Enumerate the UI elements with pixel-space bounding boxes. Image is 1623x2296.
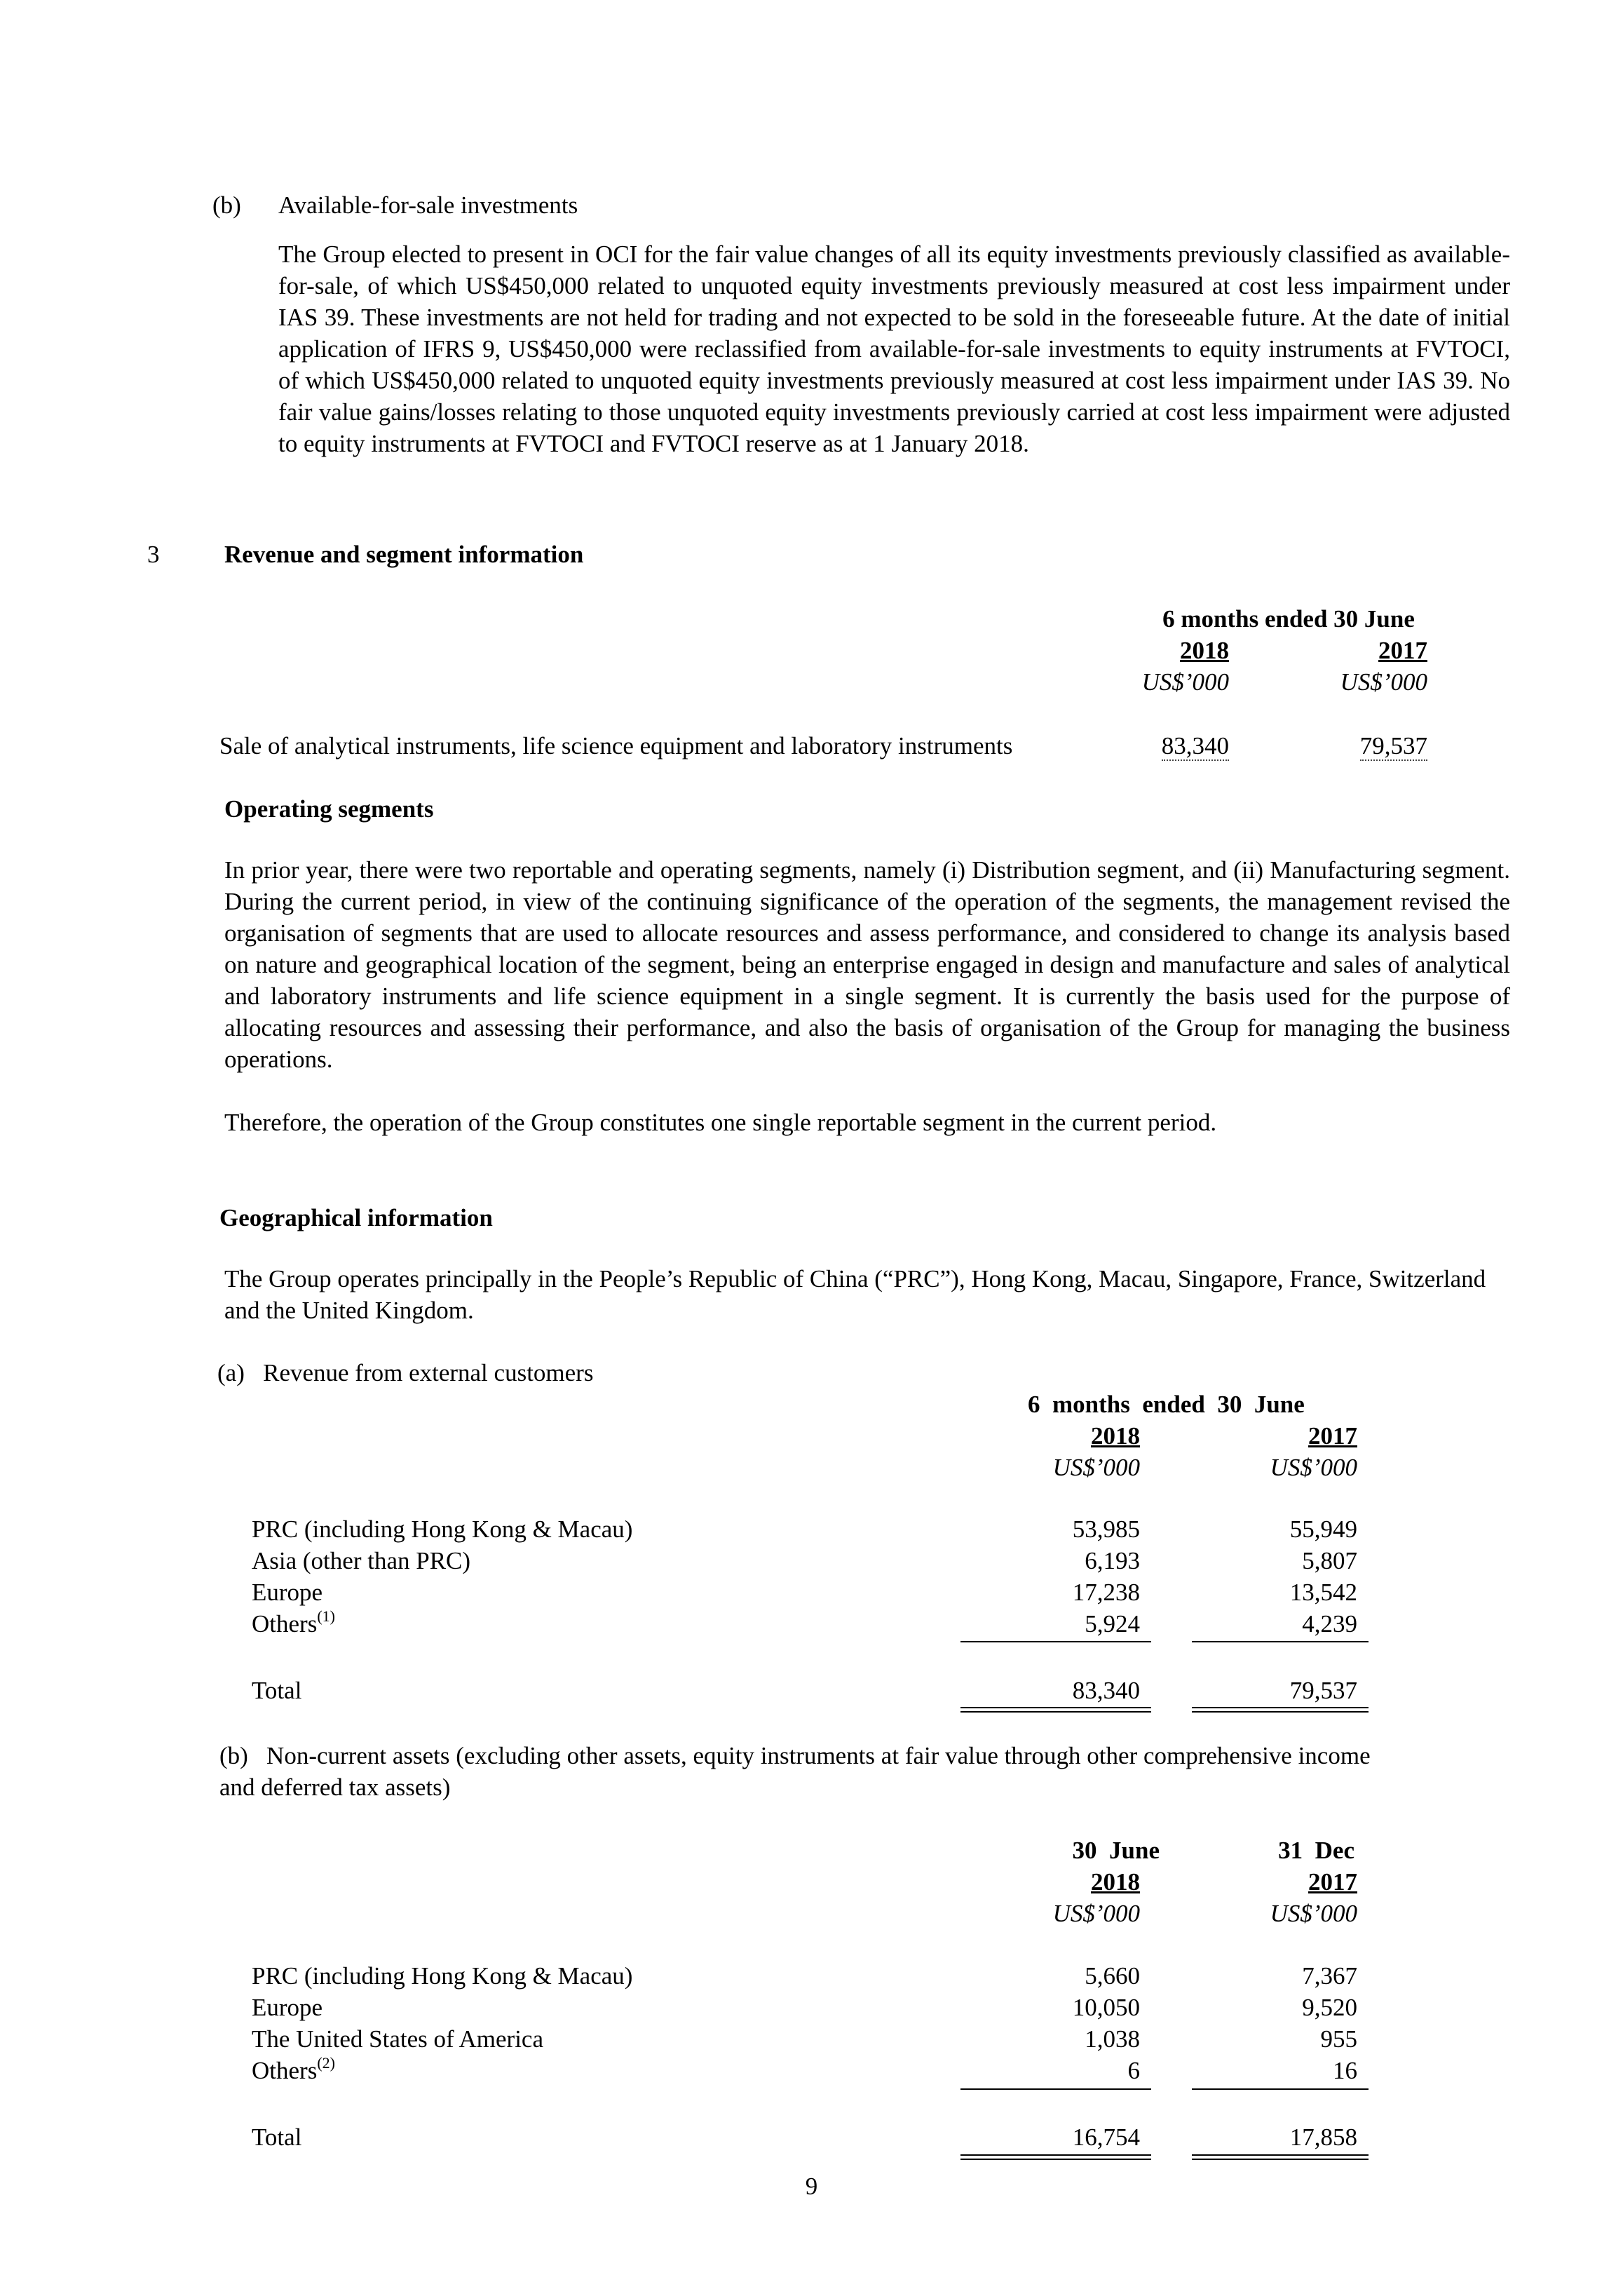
revenue-unit-2018: US$’000 (1052, 1454, 1140, 1481)
revenue-unit-2017: US$’000 (1270, 1454, 1357, 1481)
total-double-rule (960, 1707, 1151, 1713)
revenue-2018-value: 83,340 (1161, 732, 1229, 759)
section-b-body: The Group elected to present in OCI for the fair value changes of all its equity investments previously classified as available-for-sale, of which US$450,000 related to unquoted equity investments previously measured at cost less impairment under IAS 39. These investments are not held for trading and not expected to be sold in the foreseeable future. At the date of initial application of IFRS 9, US$450,000 were reclassified from available-for-sale investments to equity instruments at FVTOCI, of which US$450,000 related to unquoted equity investments previously measured at cost less impairment under IAS 39. No fair value gains/losses relating to those unquoted equity investments previously carried at cost less impairment were adjusted to equity instruments at FVTOCI and FVTOCI reserve as at 1 January 2018. (278, 241, 1510, 457)
section-3-number: 3 (147, 541, 160, 568)
table-cell-2017: 55,949 (1289, 1515, 1357, 1543)
table-row-label: The United States of America (252, 2025, 543, 2053)
table-cell-2018: 5,660 (1085, 1962, 1140, 1990)
total-label: Total (252, 1677, 302, 1704)
table-cell-2018: 5,924 (1085, 1610, 1140, 1637)
table-cell-2018: 1,038 (1085, 2025, 1140, 2053)
noncurrent-col1-header: 30 June (1072, 1837, 1160, 1864)
table-cell-2018: 10,050 (1072, 1994, 1140, 2021)
page-number: 9 (805, 2173, 818, 2200)
subtotal-rule (1192, 1641, 1369, 1642)
table-row-label: Europe (252, 1994, 323, 2021)
table-row-label: Europe (252, 1579, 323, 1606)
noncurrent-title-line2: and deferred tax assets) (219, 1774, 451, 1801)
noncurrent-year-2017: 2017 (1308, 1868, 1357, 1896)
noncurrent-year-2018: 2018 (1091, 1868, 1140, 1896)
table-cell-2018: 53,985 (1072, 1515, 1140, 1543)
table-cell-2017: 7,367 (1302, 1962, 1357, 1990)
table-row-label: Others$^{(2)}$ (252, 2054, 335, 2084)
table-cell-2017: 5,807 (1302, 1547, 1357, 1574)
section-b-label: (b) (212, 191, 241, 219)
table-cell-2017: 4,239 (1302, 1610, 1357, 1637)
total-2018: 16,754 (1072, 2123, 1140, 2151)
table-cell-2017: 955 (1320, 2025, 1357, 2053)
revenue-period-header: 6 months ended 30 June (1028, 1391, 1305, 1418)
table-cell-2017: 9,520 (1302, 1994, 1357, 2021)
revenue-row-label: Sale of analytical instruments, life science equipment and laboratory instruments (219, 732, 1013, 759)
revenue-year-2018: 2018 (1091, 1422, 1140, 1450)
noncurrent-unit-2018: US$’000 (1052, 1900, 1140, 1927)
table-row-label: PRC (including Hong Kong & Macau) (252, 1962, 633, 1990)
total-label: Total (252, 2123, 302, 2151)
table-cell-2018: 17,238 (1072, 1579, 1140, 1606)
geographical-heading: Geographical information (219, 1204, 493, 1231)
revenue-by-region-title: (a) Revenue from external customers (217, 1359, 594, 1386)
table-row-label: Asia (other than PRC) (252, 1547, 471, 1574)
section-3-title: Revenue and segment information (224, 541, 584, 568)
total-2017: 79,537 (1289, 1677, 1357, 1704)
operating-segments-body: In prior year, there were two reportable and operating segments, namely (i) Distribution segment, and (ii) Manufacturing segment. During the current period, in view of the continuing significance of the operation of the segments, the management revised the organisation of segments that are used to allocate resources and assess performance, and considered to change its analysis based on nature and geographical location of the segment, being an enterprise engaged in design and manufacture and sales of analytical and laboratory instruments and life science equipment in a single segment. It is currently the basis used for the purpose of allocating resources and assessing their performance, and also the basis of organisation of the Group for managing the business operations. (224, 856, 1510, 1073)
noncurrent-col2-header: 31 Dec (1278, 1837, 1354, 1864)
table-cell-2017: 13,542 (1289, 1579, 1357, 1606)
total-double-rule (960, 2154, 1151, 2160)
footnote-marker: (2) (317, 2054, 335, 2072)
subtotal-rule (960, 2088, 1151, 2090)
section-b-title: Available-for-sale investments (278, 191, 578, 219)
total-2017: 17,858 (1289, 2123, 1357, 2151)
footnote-marker: (1) (317, 1607, 335, 1626)
period-header: 6 months ended 30 June (1162, 605, 1415, 633)
subtotal-rule (1192, 2088, 1369, 2090)
operating-segments-heading: Operating segments (224, 795, 434, 823)
table-cell-2017: 16 (1333, 2057, 1357, 2084)
table-cell-2018: 6,193 (1085, 1547, 1140, 1574)
total-double-rule (1192, 2154, 1369, 2160)
noncurrent-unit-2017: US$’000 (1270, 1900, 1357, 1927)
year-2018-header: 2018 (1180, 637, 1229, 664)
year-2017-header: 2017 (1378, 637, 1427, 664)
operating-segments-conclusion: Therefore, the operation of the Group constitutes one single reportable segment in the current period. (224, 1109, 1217, 1136)
total-2018: 83,340 (1072, 1677, 1140, 1704)
table-cell-2018: 6 (1127, 2057, 1140, 2084)
revenue-year-2017: 2017 (1308, 1422, 1357, 1450)
subtotal-rule (960, 1641, 1151, 1642)
geographical-intro: The Group operates principally in the People’s Republic of China (“PRC”), Hong Kong, Macau, Singapore, France, Switzerland and the United Kingdom. (224, 1265, 1486, 1324)
unit-2018: US$’000 (1141, 668, 1229, 696)
revenue-2017-value: 79,537 (1359, 732, 1427, 759)
noncurrent-title-line1: (b) Non-current assets (excluding other assets, equity instruments at fair value through other comprehensive income (219, 1742, 1371, 1769)
table-row-label: Others$^{(1)}$ (252, 1607, 335, 1637)
unit-2017: US$’000 (1340, 668, 1427, 696)
total-double-rule (1192, 1707, 1369, 1713)
table-row-label: PRC (including Hong Kong & Macau) (252, 1515, 633, 1543)
